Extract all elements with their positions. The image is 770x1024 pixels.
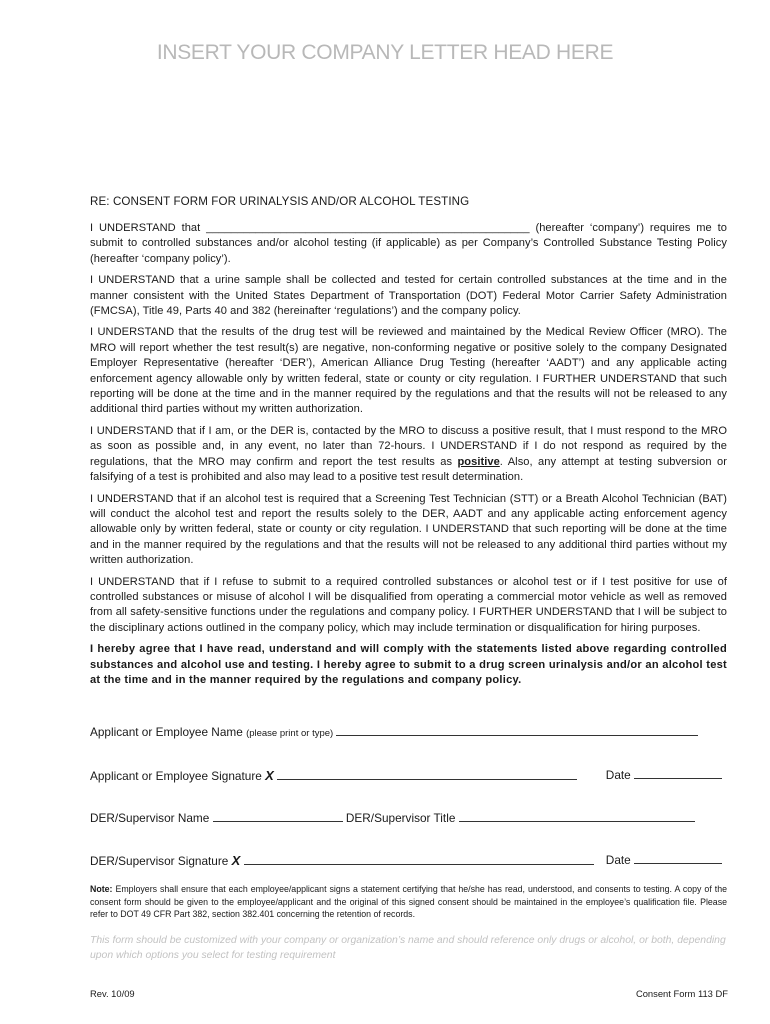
paragraph-mro-review: I UNDERSTAND that the results of the drug test will be reviewed and maintained by the Medical Review Officer (MRO). The MRO will report whether the test result(s) are negative, non-conforming negative or positive solely to the company Designated Employer Representative (hereafter ‘DER’), American Alliance Drug Testing (hereafter ‘AADT’) and any applicable acting enforcement agency allowable only by written federal, state or county or city regulation. I FURTHER UNDERSTAND that such reporting will be done at the time and in the manner required by the regulations and that the results will not be released to any additional third parties without my written authorization. xyxy=(90,326,727,416)
applicant-signature-label: Applicant or Employee Signature xyxy=(90,769,262,783)
re-subject-line: RE: CONSENT FORM FOR URINALYSIS AND/OR ALCOHOL TESTING xyxy=(90,195,470,208)
der-signature-label: DER/Supervisor Signature xyxy=(90,854,229,868)
der-name-title-row xyxy=(90,811,722,825)
applicant-signature-field[interactable] xyxy=(277,769,577,780)
revision-label: Rev. 10/09 xyxy=(90,988,135,999)
signature-x-mark: X xyxy=(265,768,274,783)
form-id-label: Consent Form 113 DF xyxy=(635,988,728,999)
der-title-field[interactable] xyxy=(459,811,695,822)
paragraph-agreement: I hereby agree that I have read, understand and will comply with the statements listed above regarding controlled substances and alcohol use and testing. I hereby agree to submit to a drug screen urinalysis and/or an alcohol test at the time and in the manner required by the regulations and company policy. xyxy=(90,643,727,686)
employer-note xyxy=(90,883,727,921)
der-title-label: DER/Supervisor Title xyxy=(345,811,456,825)
letterhead-placeholder: INSERT YOUR COMPANY LETTER HEAD HERE xyxy=(156,41,614,64)
applicant-name-field[interactable] xyxy=(336,725,698,736)
paragraph-refusal: I UNDERSTAND that if I refuse to submit to a required controlled substances or alcohol test or if I test positive for use of controlled substances or misuse of alcohol I will be disqualified from operating a commercial motor vehicle as well as removed from all safety-sensitive functions under the regulations and company policy. I FURTHER UNDERSTAND that I will be subject to the disciplinary actions outlined in the company policy, which may include termination or disqualification for hiring purposes. xyxy=(90,575,727,634)
consent-body xyxy=(90,221,727,694)
der-signature-field[interactable] xyxy=(244,854,594,865)
der-name-label: DER/Supervisor Name xyxy=(90,811,210,825)
der-date-label: Date xyxy=(605,853,631,867)
customization-instruction: This form should be customized with your company or organization’s name and should reference only drugs or alcohol, or both, depending upon which options you select for testing requirement xyxy=(90,935,726,962)
paragraph-company-requirement: I UNDERSTAND that ____________________________________________________ (hereafter ‘company’) requires me to submit to controlled substances and/or alcohol testing (if applicable) as per Company’s Controlled Substance Testing Policy (hereafter ‘company policy’). xyxy=(90,222,727,265)
der-name-field[interactable] xyxy=(213,811,343,822)
der-signature-row xyxy=(90,853,722,868)
note-text: Employers shall ensure that each employee/applicant signs a statement certifying that he/she has read, understood, and consents to testing. A copy of the consent form should be given to the employee/applicant and the original of this signed consent should be maintained in the employee’s qualification file. Please refer to DOT 49 CFR Part 382, section 382.401 concerning the retention of records. xyxy=(90,884,727,920)
applicant-name-row xyxy=(90,725,722,739)
applicant-name-label: Applicant or Employee Name xyxy=(90,725,243,739)
der-date-field[interactable] xyxy=(634,853,722,864)
positive-emphasis: positive xyxy=(457,455,500,468)
applicant-date-label: Date xyxy=(605,768,631,782)
applicant-signature-row xyxy=(90,768,722,783)
paragraph-mro-contact: I UNDERSTAND that if I am, or the DER is, contacted by the MRO to discuss a positive result, that I must respond to the MRO as soon as possible and, in any event, no later than 72-hours. I UNDERSTAND if I do not respond as required by the regulations, that the MRO may confirm and report the test results as positive. Also, any attempt at testing subversion or falsifying of a test is prohibited and also may lead to a positive test result determination. xyxy=(90,424,727,484)
paragraph-alcohol-test: I UNDERSTAND that if an alcohol test is required that a Screening Test Technician (STT) or a Breath Alcohol Technician (BAT) will conduct the alcohol test and report the results solely to the DER, AADT and any applicable acting enforcement agency allowable only by written federal, state or county or city regulation. I UNDERSTAND that such reporting will be done at the time and in the manner required by the regulations and that the results will not be released to any additional third parties without my written authorization. xyxy=(90,492,727,567)
print-hint: (please print or type) xyxy=(246,728,334,739)
paragraph-urine-sample: I UNDERSTAND that a urine sample shall be collected and tested for certain controlled substances at the time and in the manner consistent with the United States Department of Transportation (DOT) Federal Motor Carrier Safety Administration (FMCSA), Title 49, Parts 40 and 382 (hereinafter ‘regulations’) and the company policy. xyxy=(90,274,727,318)
applicant-date-field[interactable] xyxy=(634,768,722,779)
note-label: Note: xyxy=(90,884,113,894)
der-signature-x-mark: X xyxy=(231,853,241,868)
company-name-blank[interactable]: ____________________________________________________ xyxy=(206,222,530,234)
